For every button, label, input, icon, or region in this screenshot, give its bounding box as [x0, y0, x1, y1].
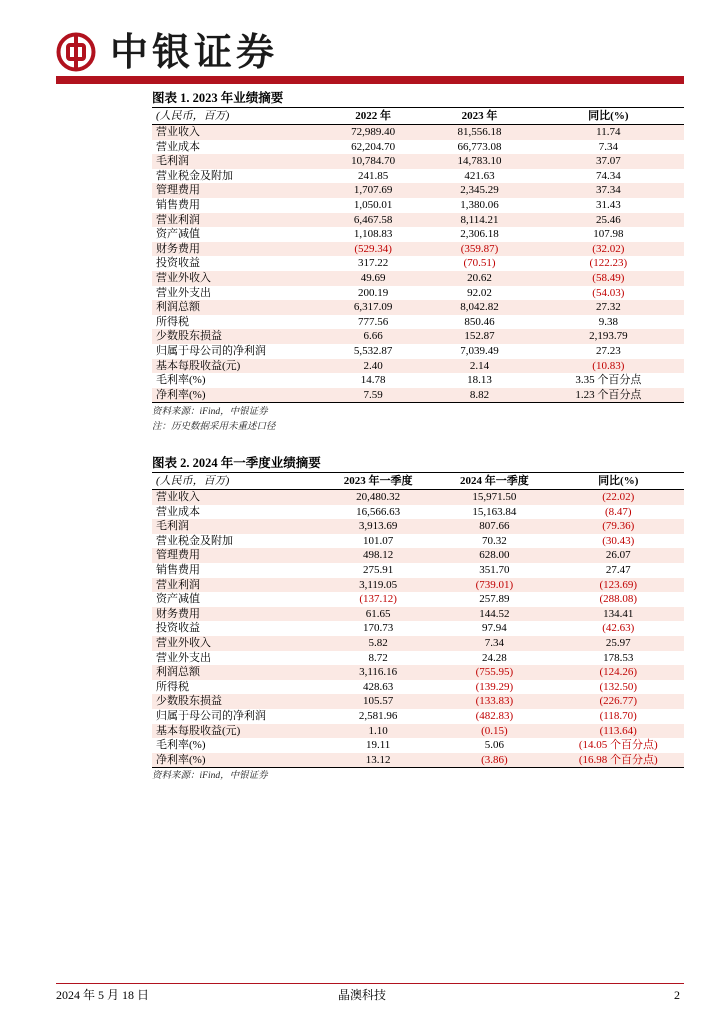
table-row [152, 519, 684, 534]
table-row [152, 534, 684, 549]
footer-company: 晶澳科技 [337, 988, 386, 1002]
row-label: 营业成本 [156, 140, 200, 153]
cell-value: 2,581.96 [358, 709, 398, 722]
row-label: 营业外收入 [152, 636, 320, 651]
cell-value: 628.00 [436, 548, 552, 563]
cell-yoy: 25.46 [533, 213, 684, 228]
table-row [152, 140, 684, 155]
cell-value: 72,989.40 [320, 125, 426, 140]
row-label: 销售费用 [156, 198, 200, 211]
table-row [152, 300, 684, 315]
table-row [152, 359, 684, 374]
row-label: 所得税 [156, 680, 189, 693]
table-row [152, 490, 684, 505]
cell-yoy: (79.36) [552, 519, 684, 534]
cell-yoy: 27.47 [605, 563, 631, 576]
row-label: 财务费用 [152, 242, 320, 257]
table2-body [152, 490, 684, 768]
cell-value: 2.40 [320, 359, 426, 374]
cell-value: (482.83) [475, 709, 514, 722]
cell-value: 421.63 [464, 169, 495, 182]
table-row [152, 169, 684, 184]
cell-value: (3.86) [436, 753, 552, 768]
row-label: 基本每股收益(元) [152, 724, 320, 739]
cell-value: 5,532.87 [353, 344, 393, 357]
row-label: 资产减值 [156, 593, 200, 606]
row-label: 营业税金及附加 [156, 534, 233, 547]
cell-yoy: 9.38 [598, 315, 618, 328]
table-row [152, 329, 684, 344]
row-label: 营业收入 [152, 490, 320, 505]
cell-yoy: (113.64) [552, 724, 684, 739]
cell-yoy: 11.74 [533, 125, 684, 140]
cell-value: (359.87) [426, 242, 532, 257]
cell-yoy: 74.34 [595, 169, 621, 182]
cell-value: 241.85 [358, 169, 389, 182]
cell-yoy: 26.07 [552, 548, 684, 563]
table-row [152, 709, 684, 724]
cell-value: 49.69 [320, 271, 426, 286]
table-row [152, 373, 684, 388]
row-label: 营业外支出 [156, 651, 211, 664]
cell-yoy: (30.43) [602, 534, 635, 547]
brand-name: 中银证券 [110, 29, 279, 74]
cell-yoy: (10.83) [533, 359, 684, 374]
cell-value: 8,114.21 [426, 213, 532, 228]
cell-yoy: 25.97 [552, 636, 684, 651]
cell-yoy: (132.50) [599, 680, 638, 693]
cell-value: 8.82 [426, 388, 532, 403]
table-row [152, 621, 684, 636]
cell-value: 1,108.83 [353, 228, 393, 241]
cell-value: (133.83) [436, 694, 552, 709]
row-label: 投资收益 [156, 257, 200, 270]
table-row [152, 315, 684, 330]
cell-value: (739.01) [436, 578, 552, 593]
cell-value: 498.12 [320, 548, 436, 563]
table2-q1-summary [152, 472, 684, 768]
cell-yoy: (54.03) [592, 286, 625, 299]
row-label: 基本每股收益(元) [152, 359, 320, 374]
cell-value: 20,480.32 [320, 490, 436, 505]
row-label: 营业收入 [152, 125, 320, 140]
cell-value: 6,317.09 [320, 300, 426, 315]
cell-value: 14,783.10 [426, 154, 532, 169]
row-label: 少数股东损益 [152, 329, 320, 344]
table2-col-2024q1: 2024 年一季度 [436, 473, 552, 490]
table-row [152, 694, 684, 709]
cell-value: 5.82 [320, 636, 436, 651]
row-label: 财务费用 [152, 607, 320, 622]
row-label: 少数股东损益 [152, 694, 320, 709]
cell-yoy: (32.02) [533, 242, 684, 257]
cell-value: 6,467.58 [320, 213, 426, 228]
table-row [152, 213, 684, 228]
table-row [152, 548, 684, 563]
row-label: 毛利率(%) [156, 739, 206, 752]
cell-value: 850.46 [464, 315, 495, 328]
table1-annual-summary [152, 107, 684, 403]
table2-unit-label: (人民币，百万) [152, 473, 320, 490]
footer-rule [56, 983, 684, 984]
cell-value: 3,913.69 [320, 519, 436, 534]
table-row [152, 724, 684, 739]
table1-unit-label: (人民币，百万) [152, 108, 320, 125]
table-row [152, 592, 684, 607]
table1-source: 资料来源：iFind，中银证券 [152, 407, 268, 417]
cell-value: 807.66 [436, 519, 552, 534]
cell-yoy: (226.77) [552, 694, 684, 709]
cell-value: 13.12 [320, 753, 436, 768]
cell-yoy: (8.47) [604, 505, 632, 518]
cell-value: 15,163.84 [472, 505, 517, 518]
cell-value: 200.19 [358, 286, 389, 299]
cell-yoy: (118.70) [599, 709, 637, 722]
cell-yoy: (16.98 个百分点) [552, 753, 684, 768]
row-label: 利润总额 [152, 665, 320, 680]
table-row [152, 344, 684, 359]
row-label: 利润总额 [152, 300, 320, 315]
cell-value: 170.73 [362, 622, 394, 635]
cell-yoy: 7.34 [598, 140, 618, 153]
cell-value: 257.89 [479, 593, 510, 606]
table2-source: 资料来源：iFind，中银证券 [152, 771, 268, 781]
cell-yoy: 1.23 个百分点 [533, 388, 684, 403]
table-row [152, 183, 684, 198]
cell-yoy: 27.23 [595, 344, 621, 357]
cell-value: 3,116.16 [320, 665, 436, 680]
cell-yoy: (123.69) [552, 578, 684, 593]
table-row [152, 154, 684, 169]
table-row [152, 256, 684, 271]
cell-value: (139.29) [475, 680, 514, 693]
cell-value: 7.34 [436, 636, 552, 651]
row-label: 营业成本 [156, 505, 200, 518]
table-row [152, 125, 684, 140]
table2-col-yoy: 同比(%) [552, 473, 684, 490]
cell-value: (529.34) [320, 242, 426, 257]
cell-value: 81,556.18 [426, 125, 532, 140]
header-red-rule [56, 76, 684, 84]
table-row [152, 665, 684, 680]
table-row [152, 636, 684, 651]
row-label: 管理费用 [152, 183, 320, 198]
cell-value: (0.15) [436, 724, 552, 739]
table1-col-yoy: 同比(%) [533, 108, 684, 125]
row-label: 资产减值 [156, 228, 200, 241]
table2-title: 图表 2. 2024 年一季度业绩摘要 [152, 456, 321, 470]
cell-yoy: (288.08) [599, 593, 638, 606]
table-row [152, 242, 684, 257]
cell-value: 66,773.08 [457, 140, 502, 153]
table-row [152, 388, 684, 403]
cell-value: 2,345.29 [426, 183, 532, 198]
cell-value: 1,380.06 [460, 198, 499, 211]
cell-value: 1,707.69 [320, 183, 426, 198]
cell-value: (137.12) [359, 593, 397, 606]
cell-yoy: (14.05 个百分点) [578, 739, 658, 752]
table1-title: 图表 1. 2023 年业绩摘要 [152, 91, 284, 105]
table2-header-row [152, 473, 684, 490]
row-label: 营业外收入 [152, 271, 320, 286]
cell-value: (70.51) [463, 257, 496, 270]
cell-yoy: (42.63) [602, 622, 635, 635]
cell-value: 8.72 [368, 651, 388, 664]
table-row [152, 738, 684, 753]
cell-value: 8,042.82 [426, 300, 532, 315]
cell-value: (755.95) [436, 665, 552, 680]
cell-value: 428.63 [362, 680, 394, 693]
cell-value: 24.28 [481, 651, 507, 664]
cell-value: 2.14 [426, 359, 532, 374]
row-label: 归属于母公司的净利润 [156, 344, 266, 357]
cell-value: 16,566.63 [356, 505, 401, 518]
cell-value: 18.13 [467, 374, 492, 387]
row-label: 营业税金及附加 [156, 169, 233, 182]
cell-value: 144.52 [436, 607, 552, 622]
row-label: 销售费用 [156, 563, 200, 576]
cell-value: 105.57 [320, 694, 436, 709]
cell-value: 101.07 [362, 534, 394, 547]
table-row [152, 198, 684, 213]
table2-col-2023q1: 2023 年一季度 [320, 473, 436, 490]
table-row [152, 607, 684, 622]
table-row [152, 227, 684, 242]
table-row [152, 505, 684, 520]
footer-date: 2024 年 5 月 18 日 [56, 988, 150, 1002]
bank-of-china-logo-icon [56, 32, 96, 72]
table1-body [152, 125, 684, 403]
table-row [152, 286, 684, 301]
cell-yoy: 2,193.79 [533, 329, 684, 344]
cell-yoy: 107.98 [593, 228, 624, 241]
cell-yoy: 37.34 [533, 183, 684, 198]
cell-value: 1,050.01 [353, 198, 393, 211]
cell-yoy: 3.35 个百分点 [575, 374, 642, 387]
table1-col-2022: 2022 年 [320, 108, 426, 125]
cell-value: 14.78 [360, 374, 386, 387]
cell-value: 2,306.18 [460, 228, 499, 241]
cell-value: 20.62 [426, 271, 532, 286]
cell-value: 6.66 [320, 329, 426, 344]
table-row [152, 563, 684, 578]
cell-value: 10,784.70 [320, 154, 426, 169]
cell-value: 351.70 [479, 563, 510, 576]
cell-yoy: (58.49) [533, 271, 684, 286]
cell-yoy: 31.43 [595, 198, 621, 211]
cell-value: 92.02 [467, 286, 492, 299]
table1-note: 注：历史数据采用未重述口径 [152, 422, 276, 432]
table1-header-row [152, 108, 684, 125]
cell-yoy: (22.02) [552, 490, 684, 505]
cell-value: 62,204.70 [351, 140, 396, 153]
cell-value: 19.11 [365, 739, 391, 752]
cell-yoy: (122.23) [589, 257, 628, 270]
cell-value: 317.22 [358, 257, 389, 270]
cell-value: 5.06 [484, 739, 504, 752]
cell-value: 777.56 [358, 315, 389, 328]
row-label: 毛利润 [152, 154, 320, 169]
cell-value: 275.91 [362, 563, 394, 576]
row-label: 净利率(%) [152, 753, 320, 768]
row-label: 管理费用 [152, 548, 320, 563]
cell-yoy: 37.07 [533, 154, 684, 169]
cell-value: 61.65 [320, 607, 436, 622]
cell-value: 3,119.05 [320, 578, 436, 593]
table-row [152, 271, 684, 286]
row-label: 归属于母公司的净利润 [156, 709, 266, 722]
page-header [0, 0, 724, 90]
cell-yoy: 178.53 [603, 651, 634, 664]
footer-page-number: 2 [674, 988, 680, 1002]
cell-yoy: 134.41 [552, 607, 684, 622]
table-row [152, 753, 684, 768]
cell-yoy: (124.26) [552, 665, 684, 680]
cell-value: 97.94 [481, 622, 507, 635]
row-label: 毛利润 [152, 519, 320, 534]
cell-value: 7,039.49 [460, 344, 499, 357]
cell-value: 70.32 [481, 534, 507, 547]
cell-value: 7.59 [320, 388, 426, 403]
cell-value: 1.10 [320, 724, 436, 739]
cell-value: 15,971.50 [436, 490, 552, 505]
row-label: 营业利润 [152, 578, 320, 593]
table1-col-2023: 2023 年 [426, 108, 532, 125]
row-label: 投资收益 [156, 622, 200, 635]
table-row [152, 651, 684, 666]
cell-value: 152.87 [426, 329, 532, 344]
row-label: 净利率(%) [152, 388, 320, 403]
table-row [152, 680, 684, 695]
row-label: 所得税 [156, 315, 189, 328]
table-row [152, 578, 684, 593]
row-label: 营业外支出 [156, 286, 211, 299]
cell-yoy: 27.32 [533, 300, 684, 315]
row-label: 营业利润 [152, 213, 320, 228]
row-label: 毛利率(%) [156, 374, 206, 387]
